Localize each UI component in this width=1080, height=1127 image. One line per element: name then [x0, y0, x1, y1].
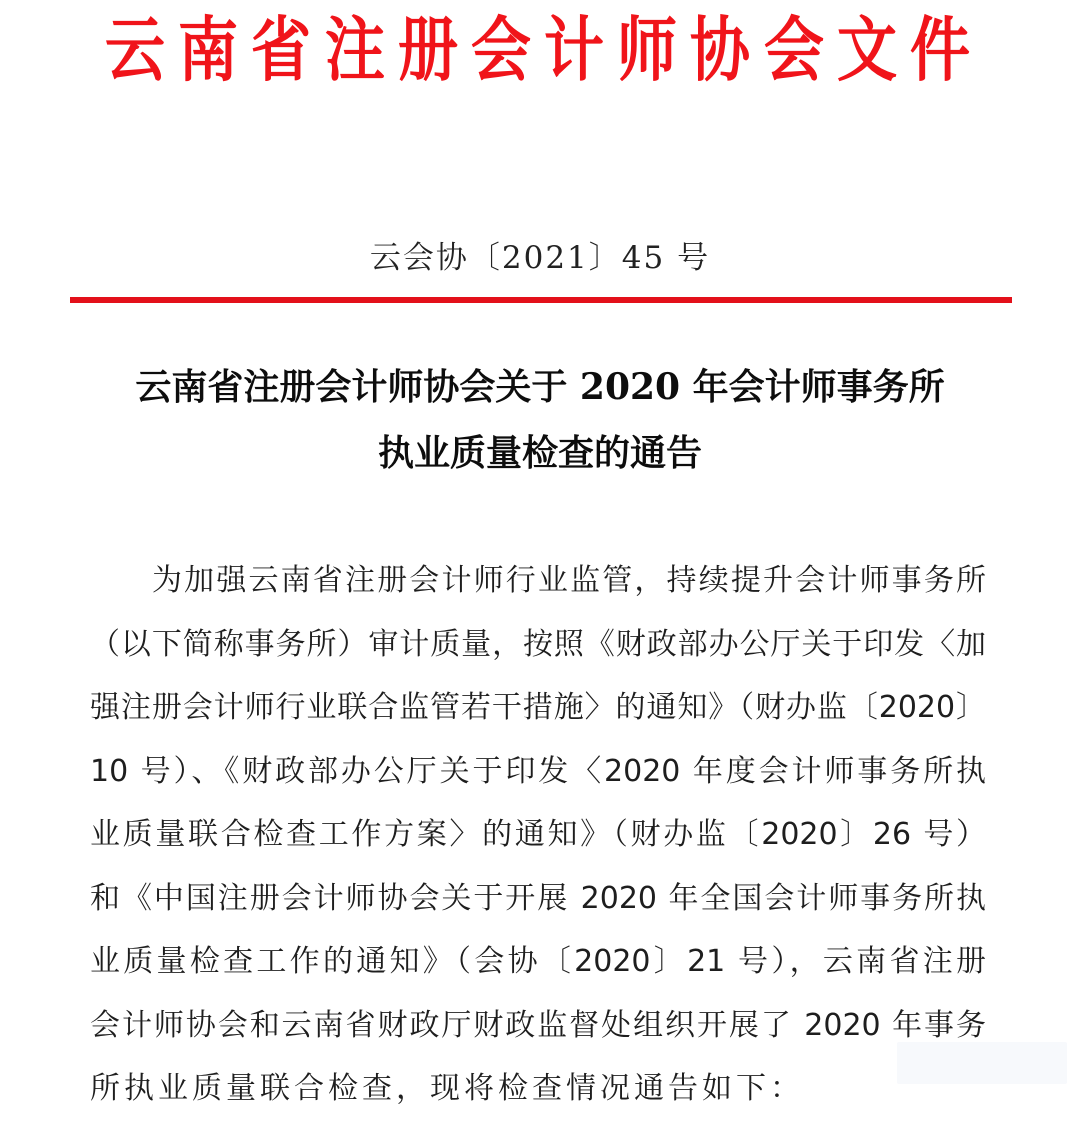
red-divider-rule	[70, 297, 1012, 303]
body-line: 业质量联合检查工作方案〉的通知》（财办监〔2020〕26 号）	[90, 817, 986, 852]
body-line: 会计师协会和云南省财政厅财政监督处组织开展了 2020 年事务	[90, 1007, 986, 1043]
header-char: 注	[324, 9, 385, 91]
header-char: 会	[763, 9, 824, 91]
body-line: 为加强云南省注册会计师行业监管，持续提升会计师事务所	[152, 563, 986, 598]
header-char: 师	[617, 9, 678, 91]
body-line: 所执业质量联合检查，现将检查情况通告如下：	[90, 1071, 804, 1106]
header-char: 文	[836, 9, 897, 91]
body-line: 强注册会计师行业联合监管若干措施〉的通知》（财办监〔2020〕	[90, 690, 986, 725]
header-char: 件	[909, 9, 970, 91]
header-char: 协	[690, 9, 751, 91]
header-char: 会	[470, 9, 531, 91]
document-number: 云会协〔2021〕45 号	[369, 240, 711, 276]
header-char: 计	[543, 9, 605, 91]
header-char: 南	[178, 9, 239, 91]
faint-watermark-box	[897, 1042, 1067, 1084]
body-line: 和《中国注册会计师协会关于开展 2020 年全国会计师事务所执	[90, 880, 986, 916]
document-title-line-2: 执业质量检查的通告	[377, 432, 702, 474]
document-body	[90, 555, 986, 1127]
body-line: （以下简称事务所）审计质量，按照《财政部办公厅关于印发〈加	[90, 626, 986, 662]
header-char: 册	[397, 9, 458, 91]
document-title-line-1: 云南省注册会计师协会关于 2020 年会计师事务所	[135, 366, 945, 408]
document-header-title	[100, 8, 975, 92]
header-char: 云	[104, 9, 166, 91]
header-char: 省	[251, 9, 312, 91]
body-line: 10 号）、《财政部办公厅关于印发〈2020 年度会计师事务所执	[90, 753, 986, 789]
body-line: 业质量检查工作的通知》（会协〔2020〕21 号），云南省注册	[90, 944, 986, 979]
